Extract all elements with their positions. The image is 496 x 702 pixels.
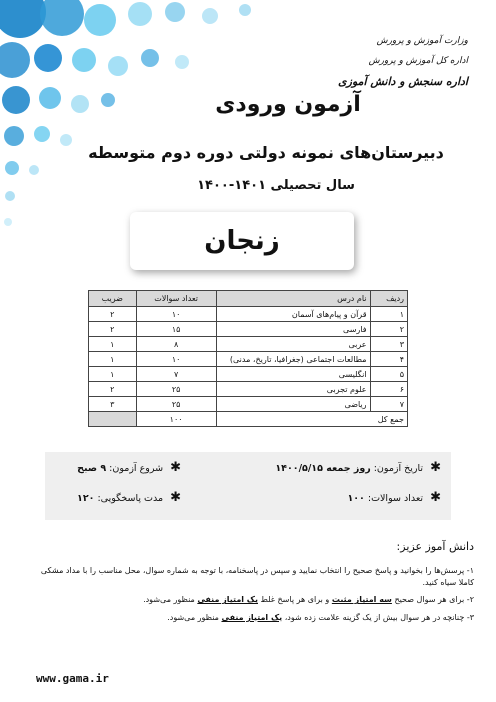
header-subject: نام درس: [216, 291, 370, 307]
table-total-row: [89, 412, 408, 427]
exam-date-label: تاریخ آزمون:: [373, 463, 424, 474]
answer-duration: [77, 490, 181, 505]
city-box: [130, 212, 354, 270]
table-row: [89, 322, 408, 337]
header-question-count: تعداد سوالات: [136, 291, 216, 307]
exam-title: آزمون ورودی: [215, 92, 361, 117]
question-count: ۱۵: [136, 322, 216, 337]
table-row: [89, 382, 408, 397]
subject-name: قرآن و پیام‌های آسمان: [216, 307, 370, 322]
website-link[interactable]: www.gama.ir: [36, 672, 109, 685]
general-office-line: اداره کل آموزش و پرورش: [368, 56, 468, 66]
question-count: ۸: [136, 337, 216, 352]
exam-date-value: روز جمعه ۱۴۰۰/۵/۱۵: [275, 463, 371, 474]
instruction-3: [24, 612, 474, 624]
instruction-2-part: منظور می‌شود.: [143, 595, 195, 605]
question-total: [347, 490, 441, 505]
subject-name: مطالعات اجتماعی (جغرافیا، تاریخ، مدنی): [216, 352, 370, 367]
subject-name: عربی: [216, 337, 370, 352]
exam-start-value: ۹ صبح: [77, 463, 107, 474]
question-total-value: ۱۰۰: [347, 493, 365, 504]
exam-info-box: [45, 452, 451, 520]
row-number: ۷: [370, 397, 407, 412]
asterisk-icon: ✱: [170, 490, 181, 505]
question-count: ۲۵: [136, 382, 216, 397]
asterisk-icon: ✱: [430, 490, 441, 505]
exam-date: [275, 460, 441, 475]
question-count: ۱۰: [136, 307, 216, 322]
asterisk-icon: ✱: [430, 460, 441, 475]
instruction-2-part: و برای هر پاسخ غلط: [260, 595, 330, 605]
header-coefficient: ضریب: [89, 291, 137, 307]
row-number: ۵: [370, 367, 407, 382]
row-number: ۴: [370, 352, 407, 367]
subject-name: علوم تجربی: [216, 382, 370, 397]
instruction-1: ۱- پرسش‌ها را بخوانید و پاسخ صحیح را انتخاب نمایید و سپس در پاسخنامه، با توجه به شماره سوال، محل مناسب را با مداد مشکی کاملا سیاه کنید.: [40, 566, 474, 587]
table-row: [89, 367, 408, 382]
instruction-3-part: ۳- چنانچه در هر سوال بیش از یک گزینه علامت زده شود،: [284, 612, 474, 622]
instructions: [24, 540, 474, 629]
table-header-row: [89, 291, 408, 307]
question-count: ۷: [136, 367, 216, 382]
instructions-heading: دانش آموز عزیز:: [396, 540, 474, 553]
answer-duration-value: ۱۲۰: [77, 493, 95, 504]
coefficient: ۳: [89, 397, 137, 412]
header-lines: [338, 36, 468, 88]
subject-name: انگلیسی: [216, 367, 370, 382]
total-coef-empty: [89, 412, 137, 427]
coefficient: ۲: [89, 307, 137, 322]
exam-subtitle: دبیرستان‌های نمونه دولتی دوره دوم متوسطه: [88, 143, 444, 162]
academic-year: سال تحصیلی ۱۴۰۱-۱۴۰۰: [197, 178, 355, 193]
negative-score-emphasis: یک امتیاز منفی: [197, 595, 258, 605]
coefficient: ۱: [89, 352, 137, 367]
exam-start-label: شروع آزمون:: [109, 463, 164, 474]
row-number: ۳: [370, 337, 407, 352]
coefficient: ۲: [89, 382, 137, 397]
row-number: ۶: [370, 382, 407, 397]
question-total-label: تعداد سوالات:: [367, 493, 424, 504]
negative-score-emphasis: یک امتیاز منفی: [221, 612, 283, 622]
instruction-2: [24, 594, 474, 606]
row-number: ۲: [370, 322, 407, 337]
ministry-line: وزارت آموزش و پرورش: [376, 36, 468, 46]
total-label: جمع کل: [216, 412, 407, 427]
positive-score-emphasis: سه امتیاز مثبت: [331, 595, 392, 605]
table-row: [89, 352, 408, 367]
question-count: ۲۵: [136, 397, 216, 412]
subject-name: فارسی: [216, 322, 370, 337]
coefficient: ۱: [89, 367, 137, 382]
coefficient: ۱: [89, 337, 137, 352]
city-name: زنجان: [204, 226, 280, 256]
table-row: [89, 307, 408, 322]
table-row: [89, 337, 408, 352]
asterisk-icon: ✱: [170, 460, 181, 475]
question-count: ۱۰: [136, 352, 216, 367]
city-office-line: اداره سنجش و دانش آموزی: [338, 75, 468, 88]
table-row: [89, 397, 408, 412]
answer-duration-label: مدت پاسخگویی:: [97, 493, 164, 504]
instruction-2-part: ۲- برای هر سوال صحیح: [394, 595, 474, 605]
row-number: ۱: [370, 307, 407, 322]
instruction-3-part: منظور می‌شود.: [167, 612, 219, 622]
subject-name: ریاضی: [216, 397, 370, 412]
subjects-table: [88, 290, 408, 427]
header-row-number: ردیف: [370, 291, 407, 307]
exam-start: [77, 460, 181, 475]
coefficient: ۲: [89, 322, 137, 337]
total-count: ۱۰۰: [136, 412, 216, 427]
